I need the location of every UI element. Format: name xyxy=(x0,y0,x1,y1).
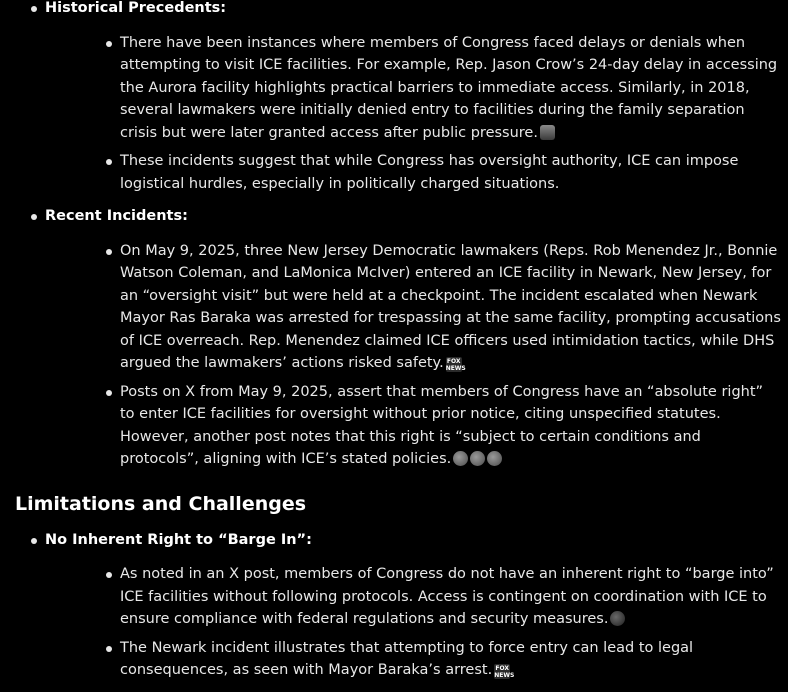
list-item xyxy=(45,32,788,145)
paragraph-text: These incidents suggest that while Congress has oversight authority, ICE can impose logistical hurdles, especially in politically charged situations. xyxy=(120,153,739,192)
paragraph-text: On May 9, 2025, three New Jersey Democratic lawmakers (Reps. Rob Menendez Jr., Bonnie Watson Coleman, and LaMonica McIver) entered an ICE facility in Newark, New Jersey, for an “oversight visit” but were held at a checkpoint. The incident escalated when Newark Mayor Ras Baraka was arrested for trespassing at the same facility, prompting accusations of ICE overreach. Rep. Menendez claimed ICE officers used intimidation tactics, while DHS argued the lawmakers’ actions risked safety. xyxy=(120,242,781,371)
x-post-citation-icon[interactable] xyxy=(470,451,485,466)
sub-list xyxy=(45,240,788,471)
list-item xyxy=(45,381,788,471)
fox-news-citation-icon[interactable]: FOX NEWS xyxy=(494,665,515,679)
bullet-icon xyxy=(31,538,37,544)
bullet-icon xyxy=(106,249,112,255)
list-item xyxy=(45,563,788,631)
bullet-icon xyxy=(106,159,112,165)
bullet-icon xyxy=(31,214,37,220)
paragraph-text: As noted in an X post, members of Congress do not have an inherent right to “barge into” ICE facilities without following protocols. Access is contingent on coordination with ICE to ensure compliance with federal regulations and security measures. xyxy=(120,566,774,627)
paragraph-text: Posts on X from May 9, 2025, assert that members of Congress have an “absolute right” to enter ICE facilities for oversight without prior notice, citing unspecified statutes. However, another post notes that this right is “subject to certain conditions and protocols”, aligning with ICE’s stated policies. xyxy=(120,383,764,467)
section-title-limitations: Limitations and Challenges xyxy=(15,492,307,515)
fox-news-citation-icon[interactable]: FOX NEWS xyxy=(445,358,466,372)
heading-colon: : xyxy=(182,208,188,224)
sub-list xyxy=(45,563,788,682)
heading-historical-precedents: Historical Precedents xyxy=(45,0,221,16)
bullet-icon xyxy=(106,41,112,47)
heading-recent-incidents: Recent Incidents xyxy=(45,208,183,224)
citation-icon[interactable] xyxy=(540,125,555,140)
list-item xyxy=(0,205,788,471)
list-item xyxy=(0,0,788,195)
section-list-limitations xyxy=(0,529,788,682)
list-item xyxy=(45,240,788,375)
list-item xyxy=(0,529,788,682)
bullet-icon xyxy=(106,390,112,396)
heading-no-inherent-right: No Inherent Right to “Barge In” xyxy=(45,531,307,548)
x-post-citation-icon[interactable] xyxy=(610,611,625,626)
x-post-citation-icon[interactable] xyxy=(487,451,502,466)
list-item xyxy=(45,150,788,195)
heading-colon: : xyxy=(220,0,227,16)
heading-colon: : xyxy=(306,531,312,548)
sub-list xyxy=(45,32,788,196)
paragraph-text: There have been instances where members of Congress faced delays or denials when attempting to visit ICE facilities. For example, Rep. Jason Crow’s 24-day delay in accessing the Aurora facility highlights practical barriers to immediate access. Similarly, in 2018, several lawmakers were initially denied entry to facilities during the family separation crisis but were later granted access after public pressure. xyxy=(120,34,778,141)
list-item xyxy=(45,637,788,682)
bullet-icon xyxy=(31,6,37,12)
paragraph-text: The Newark incident illustrates that attempting to force entry can lead to legal consequences, as seen with Mayor Baraka’s arrest. xyxy=(120,639,694,678)
bullet-icon xyxy=(106,572,112,578)
x-post-citation-icon[interactable] xyxy=(453,451,468,466)
bullet-icon xyxy=(106,646,112,652)
